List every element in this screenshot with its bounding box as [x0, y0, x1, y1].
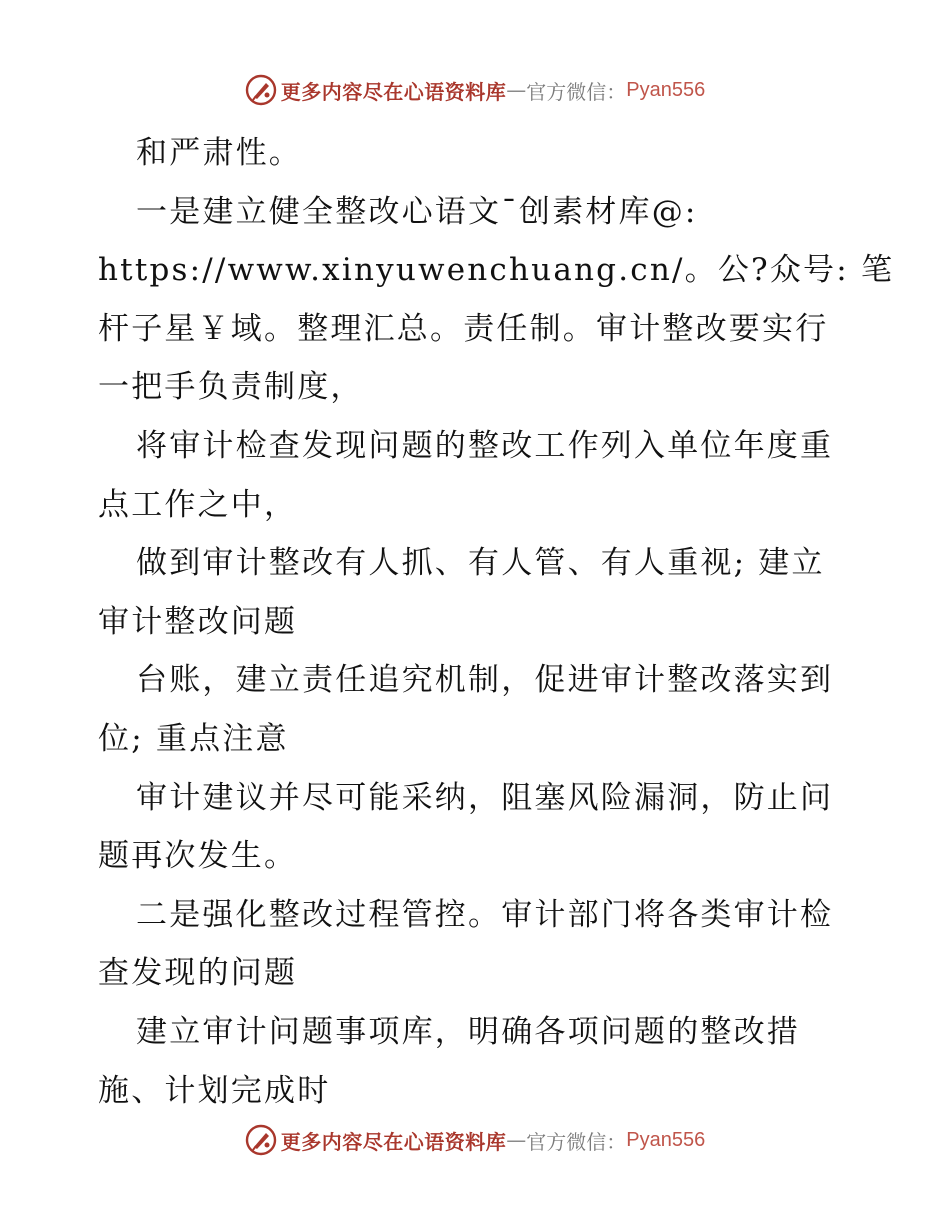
- banner-official-label: 官方微信：: [526, 79, 627, 104]
- body-line: 点工作之中，: [98, 486, 298, 523]
- quill-logo-icon: [245, 74, 277, 106]
- body-line: 题再次发生。: [98, 838, 298, 875]
- body-line: 一是建立健全整改心语文¯创素材库@:: [136, 193, 698, 230]
- body-line: 杆子星￥域。整理汇总。责任制。审计整改要实行: [98, 310, 829, 347]
- body-line: 做到审计整改有人抓、有人管、有人重视; 建立: [136, 545, 825, 582]
- body-text: [98, 124, 895, 1120]
- banner-separator: —: [506, 1128, 527, 1152]
- body-line: 查发现的问题: [98, 955, 298, 992]
- body-line: 一把手负责制度，: [98, 369, 364, 406]
- banner-separator: —: [506, 78, 527, 102]
- quill-logo-icon: [245, 1124, 277, 1156]
- banner-wechat-id: Pyan556: [626, 1128, 706, 1151]
- body-line: 审计整改问题: [98, 603, 298, 640]
- body-line: 施、计划完成时: [98, 1072, 331, 1109]
- body-line: 和严肃性。: [136, 135, 302, 171]
- body-line: https://www.xinyuwenchuang.cn/。公?众号: 笔: [98, 252, 895, 289]
- footer-banner: [0, 1120, 950, 1160]
- body-line: 审计建议并尽可能采纳，阻塞风险漏洞，防止问: [136, 779, 834, 816]
- banner-wechat-id: Pyan556: [626, 78, 706, 101]
- header-banner: [0, 70, 950, 110]
- body-line: 二是强化整改过程管控。审计部门将各类审计检: [136, 896, 834, 933]
- body-line: 将审计检查发现问题的整改工作列入单位年度重: [136, 427, 834, 464]
- body-line: 建立审计问题事项库，明确各项问题的整改措: [136, 1013, 800, 1050]
- banner-main-text: 更多内容尽在心语资料库: [280, 1129, 507, 1154]
- banner-main-text: 更多内容尽在心语资料库: [280, 79, 507, 104]
- banner-official-label: 官方微信：: [526, 1129, 627, 1154]
- body-line: 位; 重点注意: [98, 720, 289, 757]
- body-line: 台账，建立责任追究机制，促进审计整改落实到: [136, 662, 834, 699]
